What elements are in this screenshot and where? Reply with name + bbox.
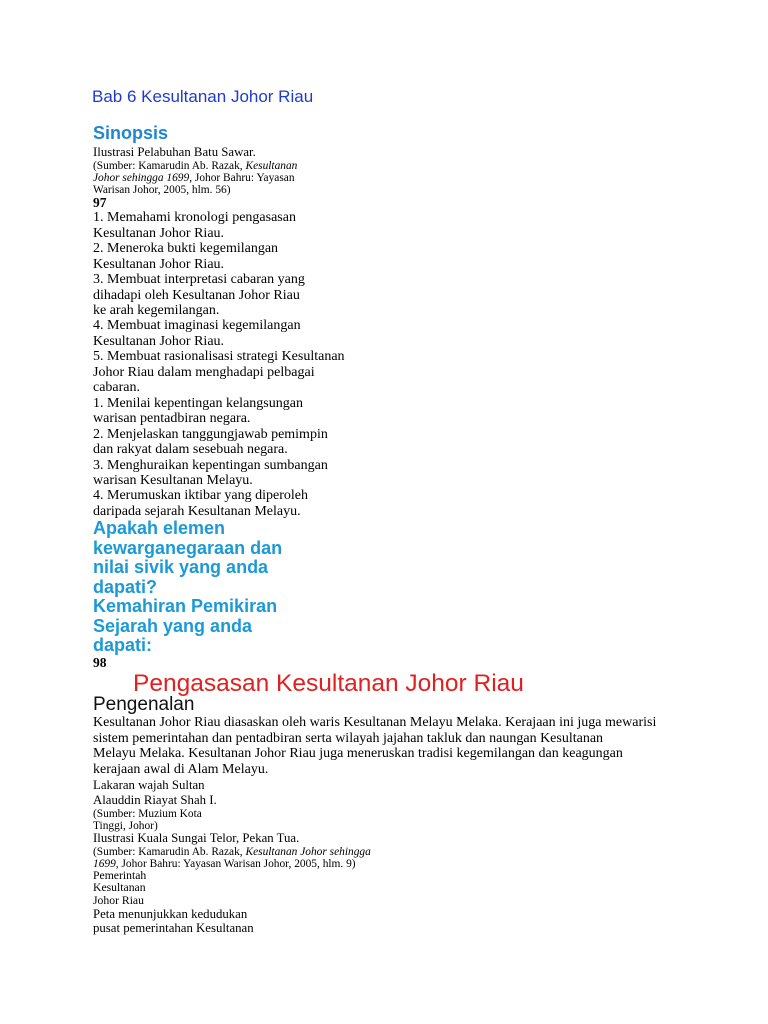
illustration-source-citation	[93, 846, 371, 870]
citation-line	[93, 172, 297, 184]
map-label	[93, 870, 146, 908]
list-item-line: warisan Kesultanan Melayu.	[93, 473, 253, 488]
paragraph-line: Melayu Melaka. Kesultanan Johor Riau juga meneruskan tradisi kegemilangan dan keagungan	[93, 746, 623, 762]
list-item-line: 2. Meneroka bukti kegemilangan	[93, 241, 279, 257]
caption-line: pusat pemerintahan Kesultanan	[93, 921, 254, 935]
citation-line	[93, 184, 297, 196]
book-title: Johor sehingga 1699	[93, 172, 190, 184]
question-line: dapati?	[93, 576, 158, 597]
section-heading: Pengasasan Kesultanan Johor Riau	[133, 670, 524, 697]
citation-line: (Sumber: Muzium Kota	[93, 808, 202, 820]
question-line: Kemahiran Pemikiran	[93, 596, 278, 617]
question-line: Sejarah yang anda	[93, 615, 253, 636]
book-title: Kesultanan Johor sehingga	[245, 846, 371, 858]
portrait-source-citation	[93, 808, 202, 832]
list-item-line: ke arah kegemilangan.	[93, 303, 220, 319]
book-title: Kesultanan	[245, 160, 298, 172]
question-line: Apakah elemen	[93, 518, 226, 539]
chapter-title: Bab 6 Kesultanan Johor Riau	[92, 87, 314, 106]
figure-caption: Ilustrasi Pelabuhan Batu Sawar.	[93, 145, 256, 159]
citation-text: (Sumber: Kamarudin Ab. Razak,	[93, 846, 246, 858]
list-item-line: 1. Memahami kronologi pengasasan	[93, 210, 296, 226]
citation-line	[93, 160, 297, 172]
book-title: 1699	[93, 858, 116, 870]
illustration-caption: Ilustrasi Kuala Sungai Telor, Pekan Tua.	[93, 831, 300, 845]
list-item-line: 4. Membuat imaginasi kegemilangan	[93, 318, 301, 334]
intro-paragraph	[93, 715, 656, 777]
list-item-line: dihadapi oleh Kesultanan Johor Riau	[93, 287, 300, 303]
synopsis-heading: Sinopsis	[93, 123, 169, 143]
list-item-line: 3. Membuat interpretasi cabaran yang	[93, 272, 305, 288]
list-item-line: dan rakyat dalam sesebuah negara.	[93, 442, 288, 458]
list-item-line: 4. Merumuskan iktibar yang diperoleh	[93, 488, 309, 504]
map-label-line: Kesultanan	[93, 881, 146, 895]
portrait-caption	[93, 778, 217, 808]
list-item-line: warisan pentadbiran negara.	[93, 411, 251, 427]
page-number: 98	[93, 655, 107, 670]
list-item-line: Kesultanan Johor Riau.	[93, 333, 225, 349]
paragraph-line: kerajaan awal di Alam Melayu.	[93, 761, 269, 777]
map-label-line: Johor Riau	[93, 893, 144, 907]
map-caption	[93, 907, 254, 935]
list-item-line: Kesultanan Johor Riau.	[93, 225, 225, 241]
map-label-line: Pemerintah	[93, 868, 147, 882]
list-item-line: 3. Menghuraikan kepentingan sumbangan	[93, 457, 328, 473]
paragraph-line: Kesultanan Johor Riau diasaskan oleh waris Kesultanan Melayu Melaka. Kerajaan ini juga mewarisi	[93, 715, 657, 731]
subheading: Pengenalan	[93, 694, 195, 715]
citation-line: Tinggi, Johor)	[93, 820, 158, 832]
citation-line	[93, 846, 371, 858]
citation-text: (Sumber: Kamarudin Ab. Razak,	[93, 160, 246, 172]
citation-text: Warisan Johor, 2005, hlm. 56)	[93, 184, 231, 196]
question-line: kewarganegaraan dan	[93, 537, 283, 558]
caption-line: Peta menunjukkan kedudukan	[93, 907, 248, 921]
list-item-line: 2. Menjelaskan tanggungjawab pemimpin	[93, 426, 328, 442]
page-number: 97	[93, 195, 107, 210]
figure-source-citation	[93, 160, 297, 196]
learning-objectives-list	[93, 210, 345, 395]
question-line: nilai sivik yang anda	[93, 557, 269, 578]
guiding-questions	[93, 519, 282, 656]
list-item-line: 1. Menilai kepentingan kelangsungan	[93, 395, 303, 411]
list-item-line: cabaran.	[93, 380, 141, 396]
learning-outcomes-list	[93, 396, 345, 520]
paragraph-line: sistem pemerintahan dan pentadbiran serta wilayah jajahan takluk dan naungan Kesultanan	[93, 730, 604, 746]
list-item-line: Kesultanan Johor Riau.	[93, 256, 225, 272]
citation-text: , Johor Bahru: Yayasan Warisan Johor, 2005, hlm. 9)	[115, 858, 356, 870]
list-item-line: 5. Membuat rasionalisasi strategi Kesultanan	[93, 349, 345, 365]
numbered-lists	[93, 210, 345, 519]
list-item-line: daripada sejarah Kesultanan Melayu.	[93, 503, 301, 519]
citation-text: , Johor Bahru: Yayasan	[189, 172, 295, 184]
question-line: dapati:	[93, 635, 153, 656]
caption-line: Lakaran wajah Sultan	[93, 777, 205, 792]
list-item-line: Johor Riau dalam menghadapi pelbagai	[93, 364, 315, 380]
caption-line: Alauddin Riayat Shah I.	[93, 792, 217, 807]
